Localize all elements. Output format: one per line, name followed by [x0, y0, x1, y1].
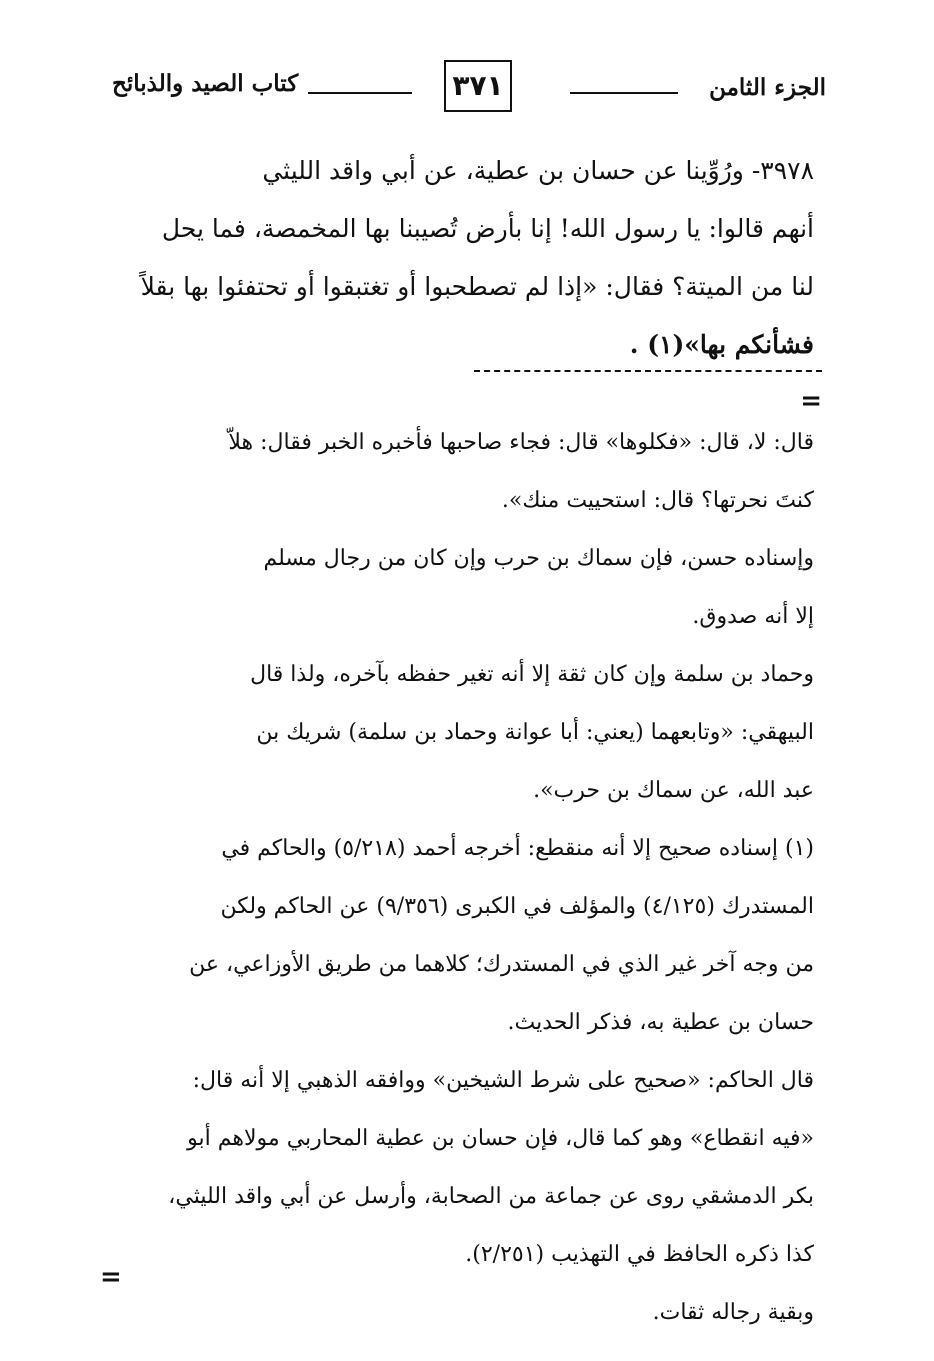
footnotes — [108, 414, 814, 1342]
note-line: بكر الدمشقي روى عن جماعة من الصحابة، وأرسل عن أبي واقد الليثي، — [168, 1184, 814, 1209]
page-header — [108, 60, 826, 120]
note-line: المستدرك (٤/١٢٥) والمؤلف في الكبرى (٩/٣٥٦) عن الحاكم ولكن — [220, 894, 814, 919]
header-rule-right — [570, 92, 678, 94]
continuation-mark-bottom: = — [100, 1262, 122, 1292]
hadith-text — [114, 142, 814, 374]
page-number: ٣٧١ — [444, 60, 512, 112]
hadith-line: فشأنكم بها»(١) . — [629, 330, 814, 359]
header-book-title: كتاب الصيد والذبائح — [112, 70, 299, 97]
note-line: إلا أنه صدوق. — [692, 604, 814, 629]
note-line: عبد الله، عن سماك بن حرب». — [533, 778, 814, 803]
continuation-mark-top: = — [800, 386, 822, 416]
header-part-title: الجزء الثامن — [709, 74, 826, 101]
note-line: كذا ذكره الحافظ في التهذيب (٢/٢٥١). — [465, 1242, 814, 1267]
note-line: وحماد بن سلمة وإن كان ثقة إلا أنه تغير حفظه بآخره، ولذا قال — [250, 662, 814, 687]
note-line: من وجه آخر غير الذي في المستدرك؛ كلاهما من طريق الأوزاعي، عن — [189, 952, 814, 977]
note-line: «فيه انقطاع» وهو كما قال، فإن حسان بن عطية المحاربي مولاهم أبو — [187, 1126, 814, 1151]
note-line: قال الحاكم: «صحيح على شرط الشيخين» ووافقه الذهبي إلا أنه قال: — [192, 1068, 814, 1093]
note-line: وبقية رجاله ثقات. — [652, 1300, 814, 1325]
header-rule-left — [308, 92, 412, 94]
hadith-line: أنهم قالوا: يا رسول الله! إنا بأرض تُصيبنا بها المخمصة، فما يحل — [161, 214, 814, 243]
hadith-line: لنا من الميتة؟ فقال: «إذا لم تصطحبوا أو تغتبقوا أو تحتفئوا بها بقلاً — [140, 272, 814, 301]
note-line: البيهقي: «وتابعهما (يعني: أبا عوانة وحماد بن سلمة) شريك بن — [256, 720, 814, 745]
note-line: قال: لا، قال: «فكلوها» قال: فجاء صاحبها فأخبره الخبر فقال: هلاّ — [228, 430, 814, 455]
note-line: (١) إسناده صحيح إلا أنه منقطع: أخرجه أحمد (٥/٢١٨) والحاكم في — [221, 836, 814, 861]
note-line: كنتَ نحرتها؟ قال: استحييت منك». — [501, 488, 814, 513]
note-line: وإسناده حسن، فإن سماك بن حرب وإن كان من رجال مسلم — [263, 546, 814, 571]
note-line: حسان بن عطية به، فذكر الحديث. — [507, 1010, 814, 1035]
footnote-separator — [474, 370, 822, 372]
hadith-line: ٣٩٧٨- ورُوِّينا عن حسان بن عطية، عن أبي واقد الليثي — [262, 156, 814, 185]
